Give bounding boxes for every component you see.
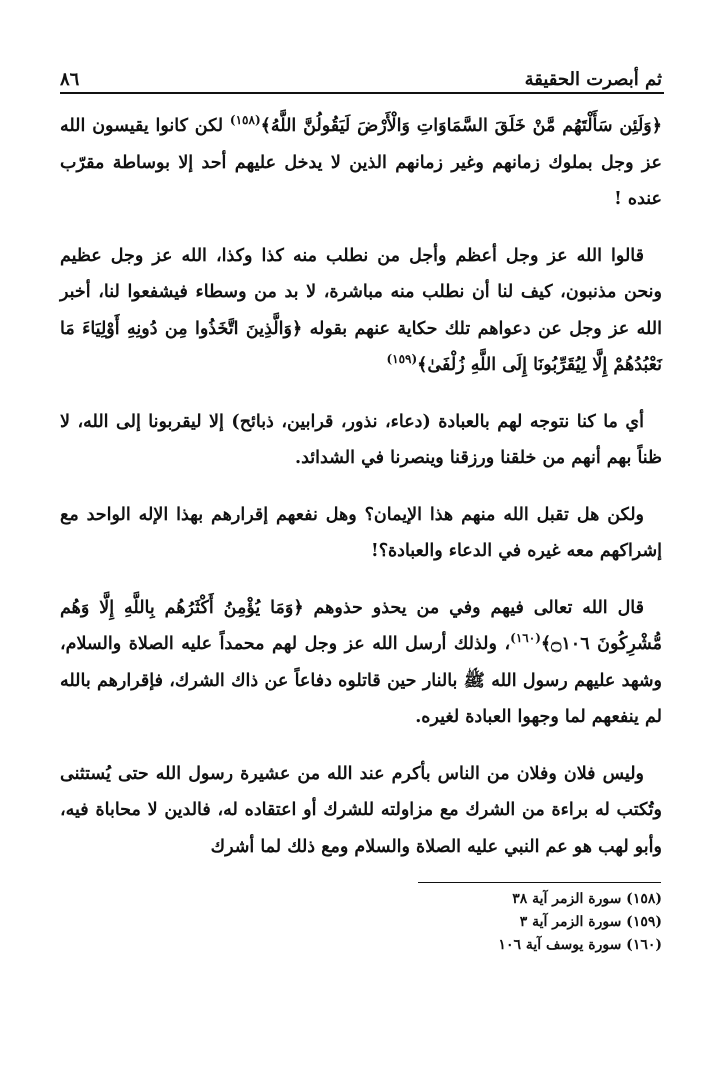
- footnote-159: (١٥٩) سورة الزمر آية ٣: [519, 914, 662, 930]
- header-divider: [60, 92, 664, 94]
- quran-verse: ﴿وَلَئِن سَأَلْتَهُم مَّنْ خَلَقَ السَّمَاوَاتِ وَالْأَرْضَ لَيَقُولُنَّ اللَّهُ﴾: [260, 116, 662, 136]
- paragraph-text: وليس فلان وفلان من الناس بأكرم عند الله من عشيرة رسول الله حتى يُستثنى وتُكتب له براءة من الشرك مع مزاولته للشرك أو اعتقاده له، فالدين لا محاباة فيه، وأبو لهب هو عم النبي عليه الصلاة والسلام ومع ذلك لما أشرك: [60, 763, 662, 857]
- footnote-divider: [418, 882, 661, 883]
- paragraph-5: [60, 590, 662, 736]
- paragraph-text: لكن كانوا يقيسون الله عز وجل بملوك زمانهم وغير زمانهم الذين لا يدخل عليهم أحد إلا بوساطة مقرّب عنده !: [60, 116, 662, 209]
- footnote-160: (١٦٠) سورة يوسف آية ١٠٦: [498, 937, 662, 953]
- quran-verse: ﴿وَمَا يُؤْمِنُ أَكْثَرُهُم بِاللَّهِ إِلَّا وَهُم مُّشْرِكُونَ ۝١٠٦﴾: [60, 597, 662, 654]
- running-header: [60, 60, 662, 90]
- paragraph-2: [60, 238, 662, 384]
- paragraph-text: ولكن هل تقبل الله منهم هذا الإيمان؟ وهل نفعهم إقرارهم بهذا الإله الواحد مع إشراكهم معه غيره في الدعاء والعبادة؟!: [60, 504, 662, 561]
- footnote-ref: (١٦٠): [510, 631, 541, 646]
- footnotes: [60, 888, 662, 957]
- footnote-ref: (١٥٩): [386, 352, 418, 367]
- paragraph-1: [60, 108, 662, 218]
- paragraph-text: أي ما كنا نتوجه لهم بالعبادة (دعاء، نذور، قرابين، ذبائح) إلا ليقربونا إلى الله، لا ظناً بهم أنهم من خلقنا ورزقنا وينصرنا في الشدائد.: [60, 411, 662, 468]
- paragraph-3: [60, 404, 662, 477]
- quran-verse: ﴿وَالَّذِينَ اتَّخَذُوا مِن دُونِهِ أَوْلِيَاءَ مَا نَعْبُدُهُمْ إِلَّا لِيُقَرِّبُونَا إِلَى اللَّهِ زُلْفَىٰ﴾: [60, 318, 662, 375]
- footnote-ref: (١٥٨): [229, 113, 261, 128]
- page-number: ٨٦: [60, 69, 80, 90]
- footnote-158: (١٥٨) سورة الزمر آية ٣٨: [512, 891, 662, 907]
- paragraph-text: قالوا الله عز وجل أعظم وأجل من نطلب منه كذا وكذا، الله عز وجل عظيم ونحن مذنبون، كيف لنا أن نطلب منه مباشرة، لا بد من وسطاء فيشفعوا لنا، أخبر الله عز وجل عن دعواهم تلك حكاية عنهم بقوله: [60, 245, 663, 339]
- paragraph-text-continued: ، ولذلك أرسل الله عز وجل لهم محمداً عليه الصلاة والسلام، وشهد عليهم رسول الله ﷺ بالنار حين قاتلوه دفاعاً عن ذاك الشرك، فإقرارهم بالله لم ينفعهم لما وجهوا العبادة لغيره.: [60, 634, 662, 727]
- paragraph-4: [60, 497, 662, 570]
- main-text: [60, 108, 662, 885]
- running-title: ثم أبصرت الحقيقة: [524, 69, 662, 90]
- paragraph-6: [60, 756, 662, 866]
- paragraph-text: قال الله تعالى فيهم وفي من يحذو حذوهم: [303, 597, 644, 618]
